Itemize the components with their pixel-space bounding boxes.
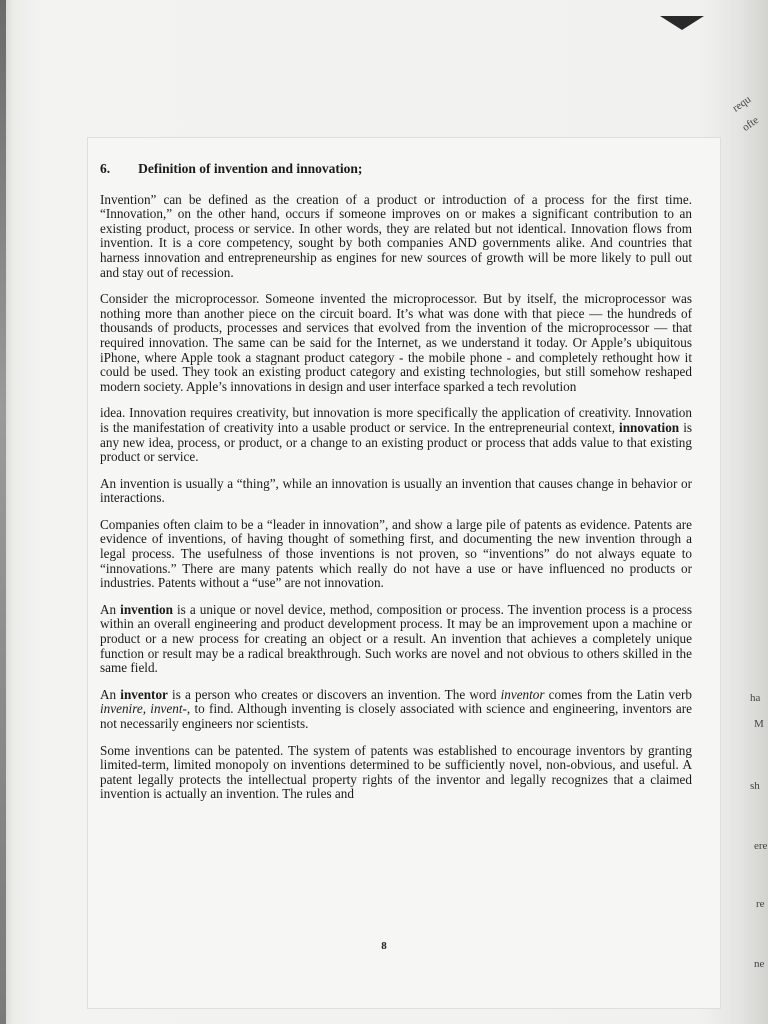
text-run: An bbox=[100, 686, 121, 702]
text-run: is any new idea, process, or product, or a change to an existing product or process that adds value to that existing product or service. bbox=[100, 419, 692, 465]
italic-term: invenire, invent- bbox=[100, 701, 187, 717]
adjacent-fragment: ne bbox=[754, 958, 765, 970]
paragraph-thing: An invention is usually a “thing”, while an innovation is usually an invention that causes change in behavior or interactions. bbox=[100, 475, 692, 506]
paragraph-patents-evidence: Companies often claim to be a “leader in innovation”, and show a large pile of patents as evidence. Patents are evidence of inventions, of having thought of something first, and documenting the new invention through a legal process. The usefulness of those inventions is not proven, so “inventions” do not always equate to “innovations.” There are many patents which really do not have a use or have influenced no products or industries. Patents without a “use” are not innovation. bbox=[100, 516, 692, 591]
section-heading bbox=[100, 162, 692, 177]
paragraph-definition: Invention” can be defined as the creation of a product or introduction of a process for the first time. “Innovation,” on the other hand, occurs if someone improves on or makes a significant contribution to an existing product, process or service. In other words, they are related but not identical. Innovation flows from invention. It is a core competency, sought by both companies AND governments alike. And countries that harness innovation and entrepreneurship as engines for new sources of growth will be more likely to pull out and stay out of recession. bbox=[100, 191, 692, 280]
italic-term: inventor bbox=[500, 686, 545, 702]
bold-term: inventor bbox=[120, 686, 168, 702]
text-run: , to find. Although inventing is closely associated with science and engineering, inventors are not necessarily engineers nor scientists. bbox=[100, 701, 692, 731]
bold-term: innovation bbox=[619, 419, 680, 435]
text-run: idea. Innovation requires creativity, but innovation is more specifically the application of creativity. Innovation is the manifestation of creativity into a usable product or service. In the entrepreneurial context, bbox=[100, 405, 692, 435]
adjacent-fragment: ofte bbox=[740, 114, 762, 134]
adjacent-fragment: ere bbox=[754, 840, 768, 852]
adjacent-fragment: sh bbox=[750, 780, 760, 792]
adjacent-fragment: requ bbox=[730, 93, 754, 115]
text-run: comes from the Latin verb bbox=[544, 686, 692, 702]
adjacent-fragment: ha bbox=[750, 692, 761, 704]
adjacent-fragment: M bbox=[754, 718, 764, 730]
text-run: is a person who creates or discovers an invention. The word bbox=[167, 686, 501, 702]
text-run: is a unique or novel device, method, composition or process. The invention process is a process within an overall engineering and product development process. It may be an improvement upon a machine or product or a new process for creating an object or a result. An invention that achieves a completely unique function or result may be a radical breakthrough. Such works are novel and not obvious to others skilled in the same field. bbox=[100, 601, 692, 676]
text-run: An bbox=[100, 601, 121, 617]
adjacent-fragment: re bbox=[756, 898, 765, 910]
adjacent-page-edge bbox=[728, 80, 768, 1024]
section-number: 6. bbox=[100, 161, 111, 176]
paragraph-creativity bbox=[100, 406, 692, 464]
paragraph-inventor bbox=[100, 688, 692, 732]
bold-term: invention bbox=[120, 601, 173, 617]
paragraph-patent-system: Some inventions can be patented. The system of patents was established to encourage inventors by granting limited-term, limited monopoly on inventions determined to be sufficiently novel, non-obvious, and useful. A patent legally protects the intellectual property rights of the inventor and legally recognizes that a claimed invention is actually an invention. The rules and bbox=[100, 742, 692, 802]
section-title: Definition of invention and innovation; bbox=[138, 161, 363, 176]
document-body bbox=[100, 162, 692, 814]
page-number: 8 bbox=[381, 940, 387, 952]
paragraph-microprocessor: Consider the microprocessor. Someone invented the microprocessor. But by itself, the microprocessor was nothing more than another piece on the circuit board. It’s what was done with that piece — the hundreds of thousands of products, processes and services that evolved from the invention of the microprocessor — that required innovation. The same can be said for the Internet, as we understand it today. Or Apple’s ubiquitous iPhone, where Apple took a stagnant product category - the mobile phone - and completely rethought how it could be used. They took an existing product category and existing technologies, but still somehow reshaped modern society. Apple’s innovations in design and user interface sparked a tech revolution bbox=[100, 291, 692, 394]
binding-edge bbox=[0, 0, 6, 1024]
paragraph-invention bbox=[100, 603, 692, 676]
corner-ink-mark bbox=[660, 16, 704, 30]
